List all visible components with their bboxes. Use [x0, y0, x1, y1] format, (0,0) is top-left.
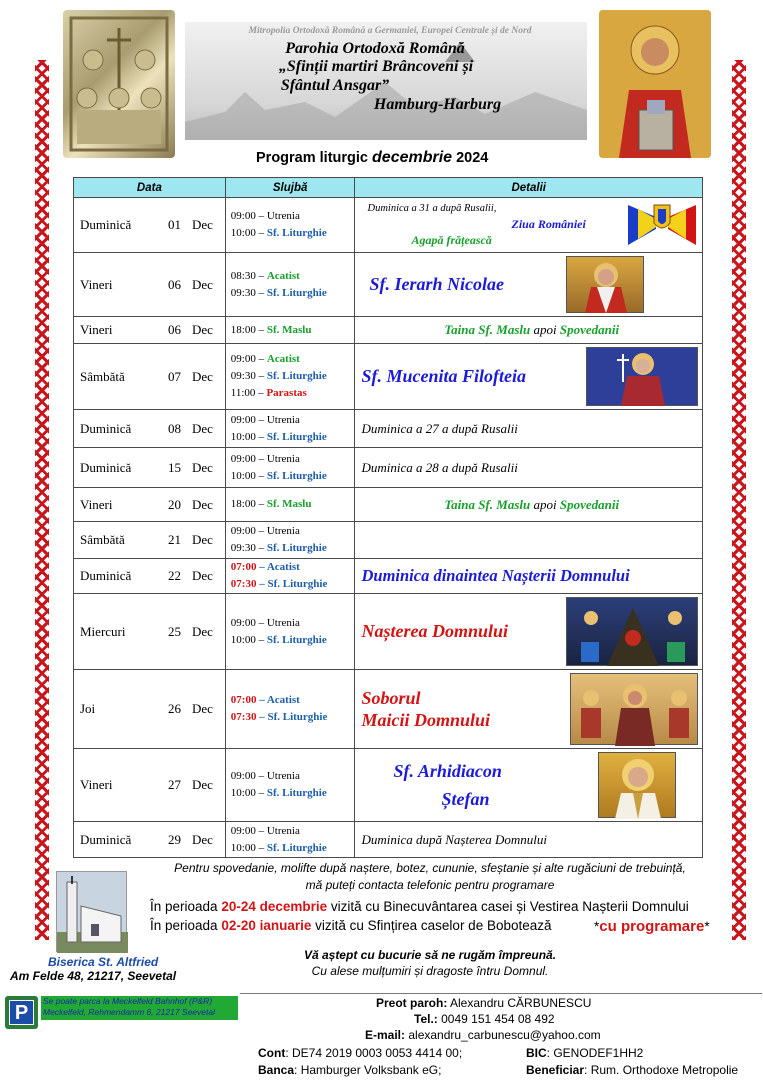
service-line: [231, 692, 355, 709]
service-line: [231, 840, 355, 857]
account-number: : DE74 2019 0003 0053 4414 00;: [285, 1046, 463, 1060]
month-abbr: Dec: [192, 777, 213, 792]
program-title-prefix: Program liturgic: [256, 150, 368, 166]
date-cell: [74, 317, 226, 344]
day-number: 27: [168, 777, 181, 792]
saint-ansgar-icon-image: [599, 10, 711, 158]
service-time: 07:30: [230, 578, 257, 590]
service-time: 07:00: [230, 561, 257, 573]
parking-line1: Se poate parca la Meckelfeld Bahnhof (P&R): [43, 996, 213, 1006]
bic-line: [526, 1046, 643, 1060]
service-time: 09:30 –: [230, 542, 267, 554]
service-time: 08:30 –: [230, 269, 267, 282]
saint-stephen-icon-image: [598, 752, 676, 818]
bic-label: BIC: [526, 1046, 547, 1060]
parking-icon: P: [5, 996, 38, 1029]
day-number: 22: [168, 568, 181, 583]
service-line: [231, 576, 355, 593]
service-name: Sf. Liturghie: [266, 633, 327, 646]
details-text: Ziua României: [511, 217, 586, 231]
account-label: Cont: [258, 1046, 286, 1060]
footer-divider: [240, 993, 762, 994]
service-line: [231, 268, 355, 285]
table-row: [74, 559, 703, 594]
day-name: Vineri: [80, 777, 113, 792]
service-line: [231, 540, 355, 557]
service-time: 10:00 –: [230, 787, 267, 799]
month-abbr: Dec: [192, 568, 213, 583]
service-line: [231, 429, 355, 446]
feast-title: Sf. Ierarh Nicolae: [369, 274, 504, 294]
church-address: Am Felde 48, 21217, Seevetal: [10, 969, 177, 983]
details-cell: [355, 749, 703, 822]
feast-title: Soborul: [361, 688, 421, 708]
table-row: [74, 344, 703, 410]
day-number: 29: [168, 831, 181, 847]
service-cell: [225, 522, 355, 559]
appointment-note: [594, 918, 710, 935]
service-name: Sf. Liturghie: [266, 286, 327, 299]
parish-name-line2: „Sfinții martiri Brâncoveni și: [278, 58, 474, 75]
program-month: decembrie: [372, 149, 453, 166]
day-number: 20: [168, 496, 181, 512]
service-time: 09:30 –: [230, 286, 267, 299]
decorative-border-right: [732, 60, 746, 940]
day-name: Duminică: [80, 420, 132, 436]
service-line: [231, 322, 355, 339]
service-cell: [225, 670, 355, 749]
service-line: [231, 368, 355, 385]
bank-line: [258, 1063, 441, 1077]
day-name: Duminică: [80, 568, 132, 583]
details-text: Duminica a 31 a după Rusalii,: [367, 203, 497, 214]
confession-note-line2: mă puteți contacta telefonic pentru programare: [305, 878, 555, 892]
service-name: Sf. Maslu: [266, 323, 312, 336]
service-cell: [225, 253, 355, 317]
day-name: Duminică: [80, 831, 132, 847]
service-line: 09:00 – Utrenia: [230, 770, 300, 782]
priest-label: Preot paroh:: [376, 996, 448, 1010]
visit-text: În perioada: [150, 899, 222, 914]
table-row: [74, 317, 703, 344]
service-cell: [225, 559, 355, 594]
bank-name: : Hamburger Volksbank eG;: [294, 1063, 442, 1077]
service-name: Sf. Maslu: [266, 498, 312, 510]
parking-line2: Meckelfeld, Rehmendamm 6, 21217 Seevetal: [43, 1007, 215, 1017]
service-name: – Sf. Liturghie: [256, 578, 328, 590]
service-name: Sf. Liturghie: [266, 841, 327, 854]
phone-line: [414, 1012, 555, 1026]
saint-nicholas-icon-image: [566, 256, 644, 313]
nativity-icon-image: [566, 597, 698, 666]
service-name: Parastas: [266, 387, 307, 399]
service-cell: [225, 198, 355, 253]
month-abbr: Dec: [192, 217, 213, 232]
church-photo: [56, 871, 127, 952]
service-line: [231, 496, 355, 513]
parish-name-line1: Parohia Ortodoxă Română: [285, 40, 465, 57]
month-abbr: Dec: [192, 368, 213, 384]
asterisk: *: [594, 919, 600, 934]
decorative-border-left: [35, 60, 49, 940]
visit-text: vizită cu Sfințirea caselor de Bobotează: [311, 918, 552, 933]
table-row: [74, 410, 703, 448]
details-text: apoi: [530, 496, 560, 512]
day-name: Vineri: [80, 322, 113, 337]
service-line: [231, 225, 355, 242]
service-line: [231, 559, 355, 576]
month-abbr: Dec: [192, 496, 213, 512]
service-time: 10:00 –: [230, 430, 267, 443]
table-row: [74, 522, 703, 559]
feast-title: Maicii Domnului: [361, 710, 491, 730]
service-name: Sf. Liturghie: [266, 370, 327, 382]
service-cell: [225, 344, 355, 410]
email-label: E-mail:: [365, 1028, 406, 1042]
service-name: – Acatist: [256, 561, 300, 573]
appointment-text: cu programare: [599, 918, 705, 935]
details-cell: [355, 670, 703, 749]
date-cell: [74, 253, 226, 317]
date-cell: [74, 522, 226, 559]
details-text: apoi: [530, 322, 560, 337]
date-cell: [74, 410, 226, 448]
month-abbr: Dec: [192, 459, 213, 475]
service-line: [231, 785, 355, 802]
date-cell: [74, 749, 226, 822]
details-cell: Duminica a 28 a după Rusalii: [355, 448, 703, 488]
service-line: 09:00 – Utrenia: [230, 452, 300, 465]
saint-filofteia-icon-image: [586, 347, 698, 406]
service-cell: [225, 822, 355, 858]
details-cell: [355, 317, 703, 344]
service-line: [231, 709, 355, 726]
service-line: 09:00 – Utrenia: [230, 210, 300, 222]
service-name: Acatist: [266, 269, 300, 282]
table-row: [74, 448, 703, 488]
month-abbr: Dec: [192, 322, 213, 337]
program-title: [256, 149, 536, 167]
day-number: 08: [168, 420, 181, 436]
month-abbr: Dec: [192, 623, 213, 639]
day-name: Duminică: [80, 217, 132, 232]
beneficiary-line: [526, 1063, 738, 1077]
service-time: 10:00 –: [230, 469, 267, 482]
table-row: [74, 670, 703, 749]
service-line: 09:00 – Utrenia: [230, 525, 300, 537]
service-line: 09:00 – Utrenia: [230, 824, 300, 837]
details-cell: [355, 253, 703, 317]
month-abbr: Dec: [192, 831, 213, 847]
date-cell: [74, 822, 226, 858]
service-cell: [225, 410, 355, 448]
service-cell: [225, 448, 355, 488]
date-cell: [74, 344, 226, 410]
service-cell: [225, 317, 355, 344]
details-cell: [355, 198, 703, 253]
day-name: Vineri: [80, 276, 113, 292]
visit-dates: 02-20 ianuarie: [221, 918, 312, 933]
email-address: alexandru_carbunescu@yahoo.com: [405, 1028, 601, 1042]
visit-note-december: [150, 899, 689, 914]
details-cell: [355, 344, 703, 410]
service-line: [231, 385, 355, 402]
bic-code: : GENODEF1HH2: [546, 1046, 644, 1060]
service-time: 07:30: [230, 711, 257, 723]
confession-note-line1: Pentru spovedanie, molifte după naștere, botez, cununie, sfeștanie și alte rugăciuni de trebuință,: [174, 861, 686, 875]
service-name: Sf. Liturghie: [266, 542, 327, 554]
priest-name: Alexandru CĂRBUNESCU: [447, 996, 592, 1010]
synaxis-theotokos-icon-image: [570, 673, 698, 745]
details-text: Taina Sf. Maslu: [444, 496, 531, 512]
table-row: [74, 594, 703, 670]
table-row: [74, 253, 703, 317]
table-row: [74, 749, 703, 822]
service-time: 18:00 –: [230, 323, 267, 336]
service-line: 09:00 – Utrenia: [230, 616, 300, 629]
visit-text: vizită cu Binecuvântarea casei și Vestirea Nașterii Domnului: [327, 899, 689, 914]
date-cell: [74, 198, 226, 253]
closing-line2: Cu alese mulțumiri și dragoste întru Domnul.: [311, 964, 549, 978]
table-row: [74, 198, 703, 253]
service-line: 09:00 – Utrenia: [230, 413, 300, 426]
visit-dates: 20-24 decembrie: [221, 899, 328, 914]
metropolis-name: Mitropolia Ortodoxă Română a Germaniei, Europei Centrale și de Nord: [248, 26, 532, 36]
program-year: 2024: [456, 150, 489, 166]
day-number: 06: [168, 322, 181, 337]
details-text: Agapă frățească: [411, 233, 492, 247]
day-name: Miercuri: [80, 623, 126, 639]
day-number: 25: [168, 623, 181, 639]
service-line: [231, 351, 355, 368]
service-time: 09:00 –: [230, 353, 267, 365]
details-cell: [355, 488, 703, 522]
details-cell: Duminica după Nașterea Domnului: [355, 822, 703, 858]
priest-line: [376, 996, 591, 1010]
service-name: Sf. Liturghie: [266, 787, 327, 799]
details-cell: [355, 522, 703, 559]
feast-title: Sf. Arhidiacon: [393, 761, 502, 781]
service-cell: [225, 488, 355, 522]
column-header-date: Data: [74, 178, 226, 198]
service-time: 10:00 –: [230, 841, 267, 854]
parish-location: Hamburg-Harburg: [373, 96, 502, 113]
service-line: [231, 468, 355, 485]
date-cell: [74, 594, 226, 670]
beneficiary-label: Beneficiar: [526, 1063, 585, 1077]
service-time: 09:30 –: [230, 370, 267, 382]
date-cell: [74, 670, 226, 749]
details-cell: [355, 559, 703, 594]
feast-title: Duminica dinaintea Nașterii Domnului: [361, 566, 630, 585]
service-cell: [225, 749, 355, 822]
email-line: [365, 1028, 601, 1042]
day-name: Vineri: [80, 496, 113, 512]
day-number: 01: [168, 217, 181, 232]
table-row: [74, 488, 703, 522]
details-cell: [355, 594, 703, 670]
phone-label: Tel.:: [414, 1012, 438, 1026]
phone-number: 0049 151 454 08 492: [437, 1012, 555, 1026]
service-name: – Acatist: [256, 694, 300, 706]
saints-icon-image: [63, 10, 175, 158]
day-number: 26: [168, 701, 181, 716]
column-header-details: Detalii: [355, 178, 703, 198]
month-abbr: Dec: [192, 532, 213, 547]
service-time: 10:00 –: [230, 633, 267, 646]
date-cell: [74, 448, 226, 488]
service-name: Acatist: [266, 353, 300, 365]
table-header-row: [74, 178, 703, 198]
day-name: Sâmbătă: [80, 368, 125, 384]
day-number: 07: [168, 368, 181, 384]
date-cell: [74, 559, 226, 594]
parish-name-line3: Sfântul Ansgar”: [280, 77, 390, 94]
romania-flags-image: [626, 201, 698, 249]
table-row: [74, 822, 703, 858]
visit-note-january: [150, 918, 730, 933]
service-name: Sf. Liturghie: [266, 430, 327, 443]
details-text: Spovedanii: [559, 496, 620, 512]
service-time: 07:00: [230, 694, 257, 706]
month-abbr: Dec: [192, 420, 213, 436]
feast-title: Ștefan: [441, 789, 490, 809]
day-number: 06: [168, 276, 181, 292]
details-text: Spovedanii: [559, 322, 620, 337]
feast-title: Nașterea Domnului: [361, 621, 509, 641]
month-abbr: Dec: [192, 276, 213, 292]
date-cell: [74, 488, 226, 522]
service-name: Sf. Liturghie: [266, 227, 327, 239]
account-line: [258, 1046, 462, 1060]
column-header-service: Slujbă: [225, 178, 355, 198]
day-name: Duminică: [80, 459, 132, 475]
service-name: – Sf. Liturghie: [256, 711, 328, 723]
service-cell: [225, 594, 355, 670]
day-number: 21: [168, 532, 181, 547]
month-abbr: Dec: [192, 701, 213, 716]
asterisk: *: [704, 919, 710, 934]
feast-title: Sf. Mucenita Filofteia: [361, 366, 526, 386]
day-number: 15: [168, 459, 181, 475]
day-name: Sâmbătă: [80, 532, 125, 547]
parking-info: [41, 996, 238, 1020]
details-text: Taina Sf. Maslu: [444, 322, 531, 337]
details-cell: Duminica a 27 a după Rusalii: [355, 410, 703, 448]
visit-text: În perioada: [150, 918, 222, 933]
service-line: [231, 632, 355, 649]
service-time: 11:00 –: [230, 387, 267, 399]
closing-line1: Vă aștept cu bucurie să ne rugăm împreună.: [303, 948, 557, 962]
schedule-table: [73, 177, 703, 858]
beneficiary-name: : Rum. Orthodoxe Metropolie: [584, 1063, 739, 1077]
day-name: Joi: [80, 701, 96, 716]
service-time: 10:00 –: [230, 227, 267, 239]
bank-label: Banca: [258, 1063, 295, 1077]
service-name: Sf. Liturghie: [266, 469, 327, 482]
church-name: Biserica St. Altfried: [48, 955, 159, 969]
service-time: 18:00 –: [230, 498, 267, 510]
service-line: [231, 285, 355, 302]
